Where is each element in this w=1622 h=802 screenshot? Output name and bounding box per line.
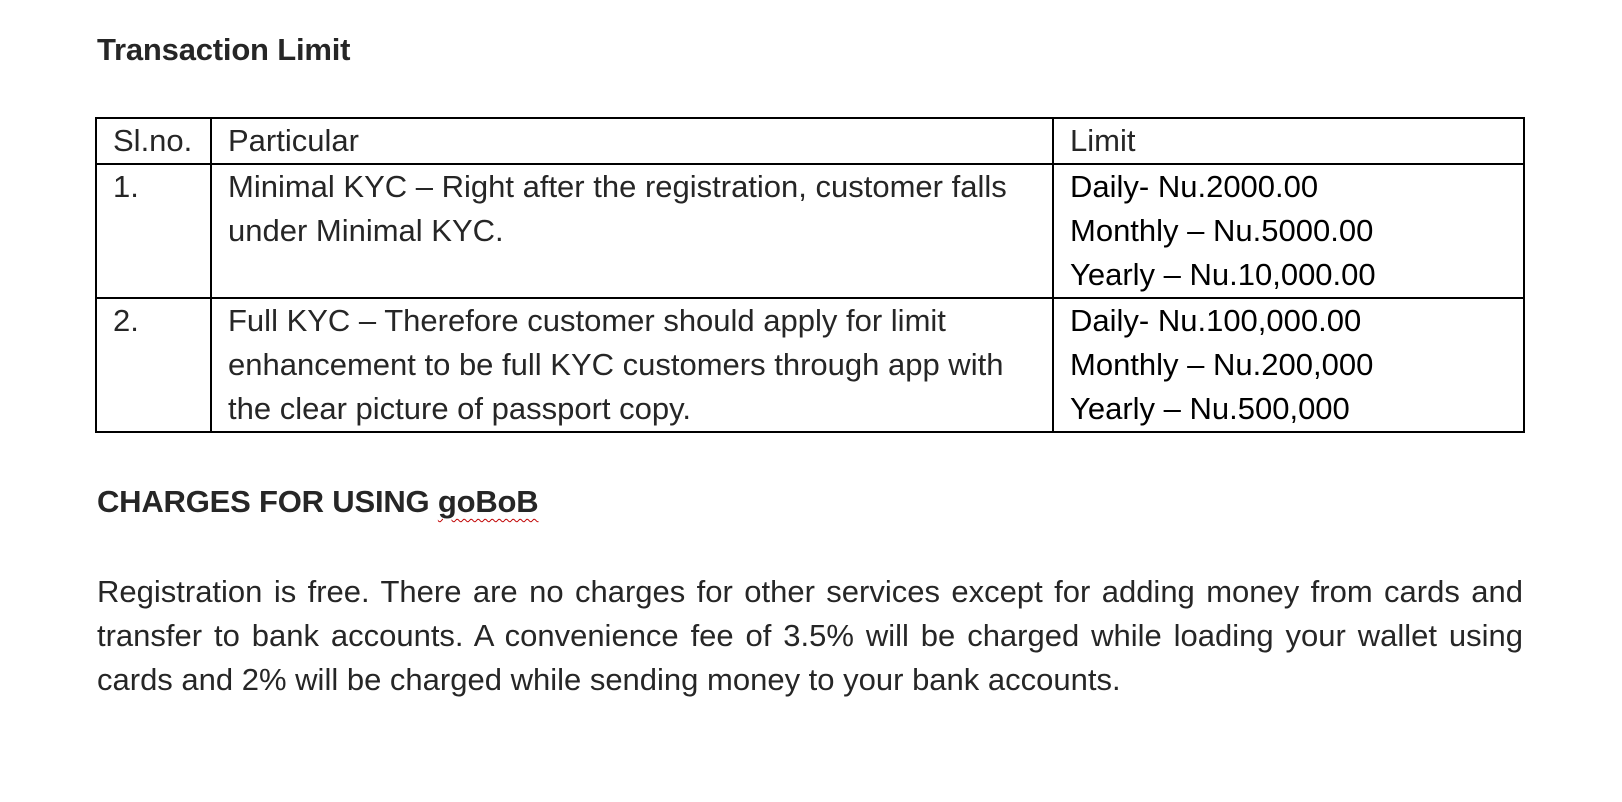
yearly-limit: Yearly – Nu.10,000.00 (1070, 257, 1376, 292)
charges-heading (97, 484, 538, 520)
daily-limit: Daily- Nu.100,000.00 (1070, 303, 1362, 338)
row-particular: Full KYC – Therefore customer should apply for limit enhancement to be full KYC customers through app with the clear picture of passport copy. (211, 298, 1053, 432)
table-header-row (96, 118, 1524, 164)
column-header-limit: Limit (1053, 118, 1524, 164)
transaction-limit-heading: Transaction Limit (97, 32, 351, 67)
row-slno: 2. (96, 298, 211, 432)
row-limits (1053, 298, 1524, 432)
column-header-particular: Particular (211, 118, 1053, 164)
row-limits (1053, 164, 1524, 298)
charges-paragraph: Registration is free. There are no charges for other services except for adding money from cards and transfer to bank accounts. A convenience fee of 3.5% will be charged while loading your wallet using cards and 2% will be charged while sending money to your bank accounts. (97, 574, 1523, 697)
column-header-slno: Sl.no. (96, 118, 211, 164)
monthly-limit: Monthly – Nu.200,000 (1070, 347, 1374, 382)
charges-heading-prefix: CHARGES FOR USING (97, 484, 438, 519)
daily-limit: Daily- Nu.2000.00 (1070, 169, 1319, 204)
monthly-limit: Monthly – Nu.5000.00 (1070, 213, 1374, 248)
table-row (96, 298, 1524, 432)
table-row (96, 164, 1524, 298)
brand-name-spellcheck: goBoB (437, 484, 539, 519)
yearly-limit: Yearly – Nu.500,000 (1070, 391, 1350, 426)
row-particular: Minimal KYC – Right after the registration, customer falls under Minimal KYC. (211, 164, 1053, 298)
row-slno: 1. (96, 164, 211, 298)
transaction-limit-table (95, 117, 1525, 433)
